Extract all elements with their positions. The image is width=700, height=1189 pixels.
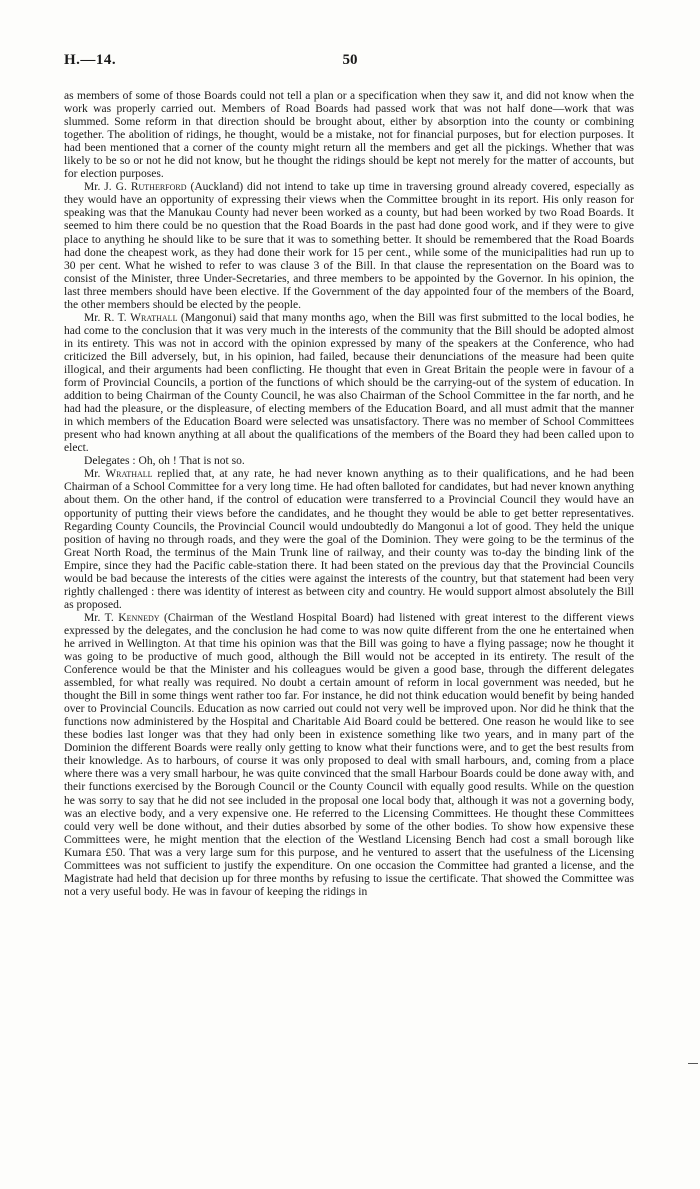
speaker-name: Wrathall: [130, 311, 178, 324]
body-text: [64, 90, 634, 899]
paragraph-wrathall-reply: [64, 468, 634, 612]
paragraph-kennedy: [64, 612, 634, 899]
paragraph-rutherford: [64, 181, 634, 311]
speaker-name: Rutherford: [130, 181, 187, 194]
page-header: [64, 52, 636, 74]
paragraph-continuation: [64, 90, 634, 181]
paragraph-text: (Mangonui) said that many months ago, when the Bill was first submitted to the local bodies, he had come to the conclusion that it was very much in the interests of the community that the Bill should be adopted almost in its entirety. This was not in accord with the opinion expressed by many of the speakers at the Conference, who had criticized the Bill adversely, but, in his opinion, had failed, because their denunciations of the measure had been quite illogical, and their arguments had been conflicting. He thought that even in Great Britain the people were in favour of a form of Provincial Councils, a portion of the functions of which should be the carrying-out of the system of education. In addition to being Chairman of the County Council, he was also Chairman of the School Committee in the far north, and he had had the pleasure, or the displeasure, of electing members of the Education Board, and all must admit that the manner in which members of the Education Board were selected was unsatisfactory. There was no member of School Committees present who had known anything at all about the qualifications of the members of the Board they had been called upon to elect.: [64, 311, 634, 455]
paragraph-text: (Auckland) did not intend to take up time in traversing ground already covered, especially as they would have an opportunity of expressing their views when the Committee brought in its report. His only reason for speaking was that the Manukau County had never been worked as a county, but had been worked by two Road Boards. It seemed to him there could be no question that the Road Boards in the past had done good work, and if they were to give place to anything he should like to be sure that it was to something better. It should be remembered that the Road Boards had done the cheapest work, as they had done their work for 15 per cent., while some of the municipalities had run up to 30 per cent. What he wished to refer to was clause 3 of the Bill. In that clause the representation on the Board was to consist of the Minister, three Under-Secretaries, and three members to be appointed by the Governor. In his opinion, the last three members should have been elective. If the Government of the day appointed four of the members of the Board, the other members should be elected by the people.: [64, 181, 634, 311]
paragraph-text: (Chairman of the Westland Hospital Board) had listened with great interest to the different views expressed by the delegates, and the conclusion he had come to was now quite different from the one he entertained when he arrived in Wellington. At that time his opinion was that the Bill was going to have a flying passage; now he thought it was going to be productive of much good, although the Bill would not be accepted in its entirety. The result of the Conference would be that the Minister and his colleagues would be given a good base, through the different delegates assembled, for what really was required. No doubt a certain amount of reform in local government was needed, but he thought the Bill in some things went rather too far. For instance, he did not think education would benefit by being handed over to Provincial Councils. Education as now carried out could not very well be improved upon. Nor did he think that the functions now administered by the Hospital and Charitable Aid Board could be bettered. One reason he would like to see these bodies last longer was that they had only been in existence something like two years, and in many part of the Dominion the different Boards were really only getting to know what their functions were, and to get the best results from their knowledge. As to harbours, of course it was only proposed to deal with small harbours, and, coming from a place where there was a very small harbour, he was quite convinced that the small Harbour Boards could be done away with, and their functions exercised by the Borough Council or the County Council with equally good results. While on the question he was sorry to say that he did not see included in the proposal one local body that, although it was not a governing body, was an elective body, and a very expensive one. He referred to the Licensing Committees. He thought these Committees could very well be done without, and their duties absorbed by some of the other bodies. To show how expensive these Committees were, he might mention that the election of the Westland Licensing Bench had cost a small borough like Kumara £50. That was a very large sum for this purpose, and he ventured to assert that the usefulness of the Licensing Committees was not sufficient to justify the expenditure. On one occasion the Committee had granted a license, and the Magistrate had held that decision up for three months by refusing to issue the certificate. That showed the Committee was not a very useful body. He was in favour of keeping the ridings in: [64, 611, 634, 898]
speaker-name: Wrathall: [105, 468, 153, 481]
speaker-prefix: Mr. J. G.: [84, 181, 131, 194]
paragraph-delegates-interjection: [64, 455, 634, 468]
page-number: 50: [342, 52, 358, 68]
paragraph-wrathall: [64, 312, 634, 456]
paragraph-text: as members of some of those Boards could not tell a plan or a specification when they saw it, and did not know when the work was properly carried out. Members of Road Boards had passed work that was not half done—work that was slummed. Some reform in that direction should be brought about, either by absorption into the county or combining together. The abolition of ridings, he thought, would be a mistake, not for financial purposes, but for election purposes. It had been mentioned that a corner of the county might return all the members and get all the pickings. Whether that was likely to be so or not he did not know, but he thought the ridings should be kept not merely for the matter of accounts, but for election purposes.: [64, 90, 634, 181]
paragraph-text: Delegates : Oh, oh ! That is not so.: [84, 455, 245, 468]
paragraph-text: replied that, at any rate, he had never known anything as to their qualifications, and he had been Chairman of a School Committee for a very long time. He had often balloted for candidates, but had never known anything about them. On the other hand, if the control of education were transferred to a Provincial Council they would have an opportunity of putting their views before the candidates, and he thought they would be able to get better representatives. Regarding County Councils, the Provincial Council would undoubtedly do Mangonui a lot of good. They held the unique position of having no through roads, and they were the goal of the Dominion. They were going to be the terminus of the Great North Road, the terminus of the Main Trunk line of railway, and their county was to-day the binding link of the Empire, since they had the Pacific cable-station there. It had been stated on the previous day that the Provincial Councils would be bad because the interests of the cities were against the interests of the country, but that statement had been very rightly challenged : there was identity of interest as between city and country. He would support almost absolutely the Bill as proposed.: [64, 468, 634, 611]
speaker-name: Kennedy: [118, 611, 160, 624]
margin-mark: [688, 1063, 698, 1064]
speaker-prefix: Mr. R. T.: [84, 311, 131, 324]
speaker-prefix: Mr.: [84, 468, 106, 481]
speaker-prefix: Mr. T.: [84, 611, 119, 624]
document-reference: H.—14.: [64, 52, 117, 68]
